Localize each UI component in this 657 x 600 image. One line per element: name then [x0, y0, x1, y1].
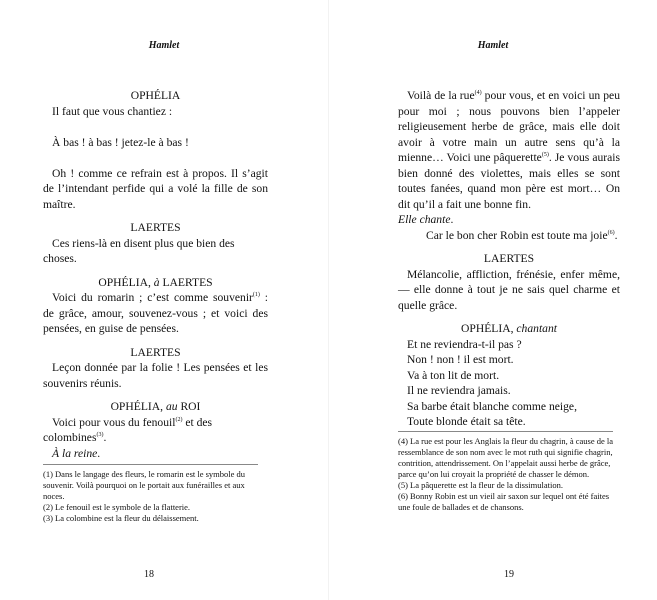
punctuation: . [450, 213, 454, 226]
dialogue-text: Car le bon cher Robin est toute ma joie [426, 228, 608, 242]
speaker-ophelia-to-laertes [43, 275, 268, 291]
dialogue-line: Mélancolie, affliction, frénésie, enfer même, — elle donne à tout je ne sais quel charme et quelle grâce. [398, 267, 620, 312]
dialogue-line: Il faut que vous chantiez : [52, 104, 173, 118]
stage-direction-line [43, 446, 268, 462]
dialogue-text: Voilà de la rue [407, 89, 475, 102]
dialogue-line [43, 415, 268, 446]
song-line [398, 228, 620, 244]
dialogue-text: : de grâce, amour, souvenez-vous ; et voici des pensées, en guise de pensées. [43, 291, 268, 335]
running-header: Hamlet [148, 40, 180, 51]
page-number: 19 [504, 569, 514, 580]
dialogue-line: Leçon donnée par la folie ! Les pensées et les souvenirs réunis. [43, 361, 268, 390]
speaker-name: OPHÉLIA, [110, 400, 166, 413]
stage-direction-line [398, 212, 620, 228]
footnote: (1) Dans le langage des fleurs, le romarin est le symbole du souvenir. Voilà pourquoi on le portait aux funérailles et aux noces. [43, 469, 246, 501]
speaker-ophelia-to-king [43, 399, 268, 415]
speaker-laertes: LAERTES [130, 345, 181, 359]
speaker-laertes: LAERTES [483, 252, 535, 265]
footnote: (4) La rue est pour les Anglais la fleur du chagrin, à cause de la ressemblance de son nom avec le mot ruth qui signifie chagrin, contrition, attendrissement. On l’appelait aussi herbe de grâce, parce qu’on lui croyait la propriété de chasser le démon. [398, 436, 614, 479]
song-line: Il ne reviendra jamais. [407, 384, 511, 397]
footnote-rule [398, 431, 613, 432]
stage-direction: Elle chante [398, 213, 451, 226]
speaker-addressee: LAERTES [159, 275, 213, 289]
footnote-ref: (5) [541, 152, 549, 159]
song-line: Va à ton lit de mort. [407, 368, 500, 382]
speaker-addressee: ROI [177, 400, 201, 413]
speaker-ophelia: OPHÉLIA [130, 89, 181, 102]
running-header: Hamlet [477, 40, 509, 51]
footnote: (3) La colombine est la fleur du délaissement. [43, 513, 199, 523]
stage-direction: à [153, 275, 160, 289]
page-number: 18 [144, 569, 154, 580]
footnote: (5) La pâquerette est la fleur de la dissimulation. [398, 480, 563, 490]
song-line: Non ! non ! il est mort. [407, 353, 514, 366]
stage-direction: au [165, 400, 178, 413]
footnote: (2) Le fenouil est le symbole de la flatterie. [43, 502, 191, 512]
punctuation: . [103, 431, 107, 444]
right-page [329, 0, 657, 600]
footnotes [43, 469, 265, 524]
song-line: Sa barbe était blanche comme neige, [407, 399, 577, 413]
song-line: Toute blonde était sa tête. [407, 415, 526, 428]
footnote-rule [43, 464, 258, 465]
dialogue-text: Voici du romarin ; c’est comme souvenir [52, 291, 253, 304]
dialogue-text: pour vous, et en voici un peu pour moi ; nous pouvons bien l’appeler religieusement herbe de grâce, mais elle doit avoir à votre main un autre sens qu’à la mienne… Voici une pâquerette [398, 89, 621, 164]
speaker-ophelia-singing [398, 321, 620, 337]
dialogue-line [43, 290, 268, 337]
footnote: (6) Bonny Robin est un vieil air saxon sur lequel ont été faites une foule de ballades et de chansons. [398, 491, 610, 512]
dialogue-text: Voici pour vous du fenouil [52, 415, 176, 429]
footnote-ref: (3) [96, 432, 104, 439]
punctuation: . [614, 228, 618, 242]
song-line: À bas ! à bas ! jetez-le à bas ! [52, 135, 189, 149]
footnote-ref: (4) [474, 90, 482, 97]
dialogue-text: et des colombines [43, 415, 213, 444]
dialogue-text: . Je vous aurais bien donné des violettes, mais elles se sont toutes fanées, quand mon père est mort… On dit qu’il a fait une bonne fin. [398, 151, 621, 211]
footnote-ref: (1) [252, 292, 260, 299]
dialogue-line: Oh ! comme ce refrain est à propos. Il s’agit de l’intendant perfide qui a volé la fille de son maître. [43, 166, 268, 211]
left-page [0, 0, 328, 600]
dialogue-line [398, 88, 620, 212]
page-text [43, 88, 268, 461]
footnote-ref: (6) [607, 229, 615, 236]
speaker-laertes: LAERTES [130, 221, 181, 234]
footnote-ref: (2) [175, 416, 183, 423]
punctuation: . [97, 446, 101, 460]
speaker-name: OPHÉLIA, [98, 275, 154, 289]
stage-direction: À la reine [52, 446, 98, 460]
song-line: Et ne reviendra-t-il pas ? [407, 337, 522, 351]
footnotes [398, 436, 620, 513]
page-text [398, 88, 620, 430]
dialogue-line: Ces riens-là en disent plus que bien des choses. [43, 236, 235, 265]
speaker-name: OPHÉLIA, [461, 322, 517, 335]
stage-direction: chantant [516, 322, 557, 335]
